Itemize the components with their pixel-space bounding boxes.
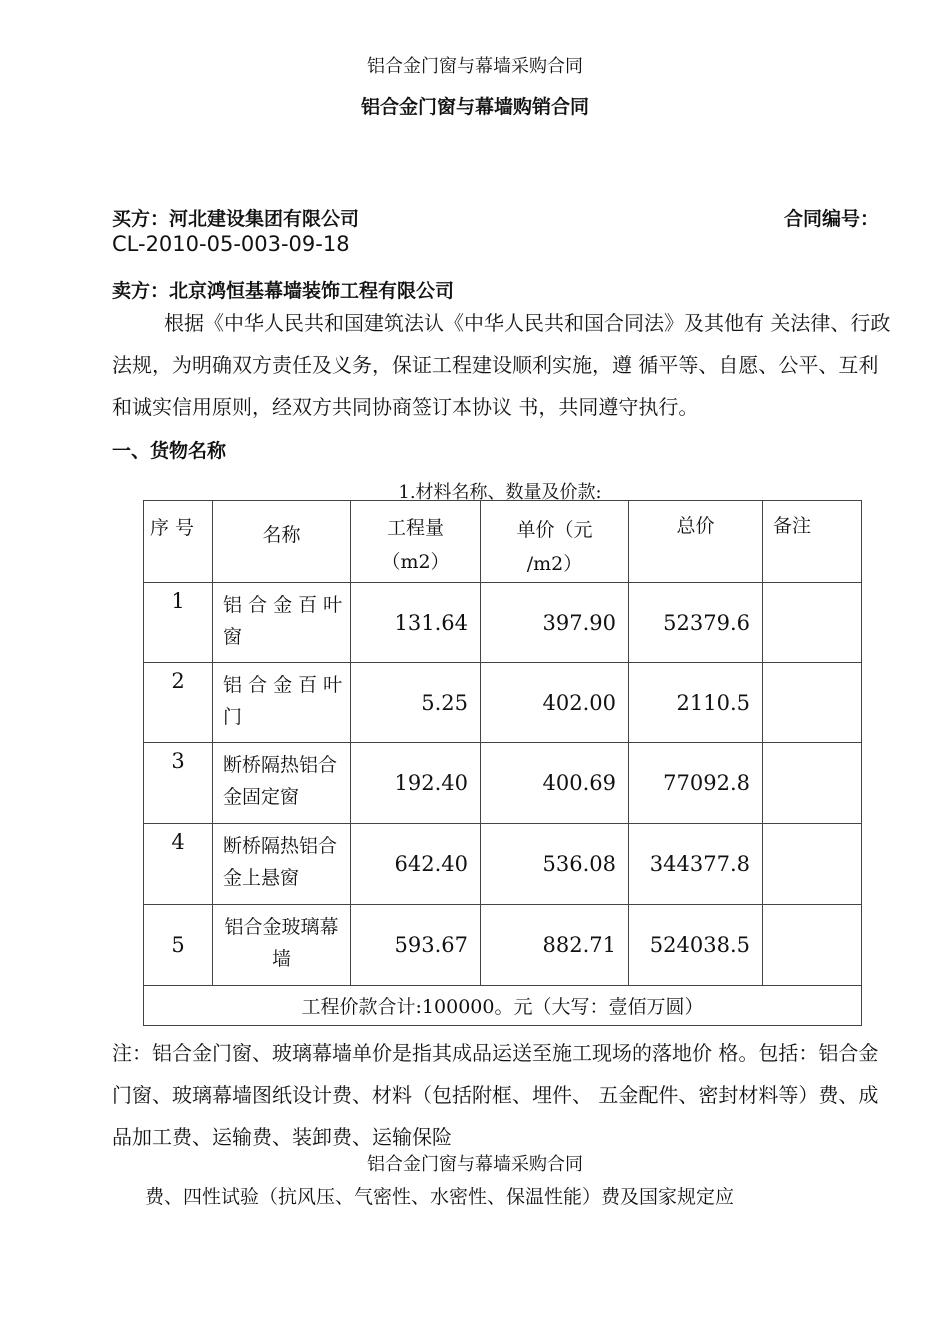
row-remark <box>763 905 862 986</box>
row-seq: 2 <box>144 663 213 743</box>
table-row <box>144 743 862 824</box>
contract-number-label: 合同编号： <box>784 208 880 230</box>
header-unit-price <box>481 501 629 583</box>
table-row <box>144 905 862 986</box>
table-header-row <box>144 501 862 583</box>
row-quantity: 131.64 <box>351 583 481 663</box>
row-total: 77092.8 <box>629 743 763 824</box>
header-unit-price-line2: /m2） <box>526 553 583 575</box>
row-seq: 1 <box>144 583 213 663</box>
row-remark <box>763 583 862 663</box>
section-heading: 一、货物名称 <box>112 440 227 462</box>
header-remark: 备注 <box>763 501 862 583</box>
intro-paragraph: 根据《中华人民共和国建筑法认《中华人民共和国合同法》及其他有 关法律、行政法规，为明确双方责任及义务，保证工程建设顺利实施，遵 循平等、自愿、公平、互利和诚实信用原则，经双方共同协商签订本协议 书，共同遵守执行。 <box>112 311 891 419</box>
row-unit-price: 400.69 <box>481 743 629 824</box>
row-total: 52379.6 <box>629 583 763 663</box>
header-quantity-line2: （m2） <box>381 551 450 573</box>
document-title: 铝合金门窗与幕墙购销合同 <box>360 96 589 118</box>
running-header: 铝合金门窗与幕墙采购合同 <box>367 56 583 77</box>
running-header-2: 铝合金门窗与幕墙采购合同 <box>367 1154 583 1175</box>
row-remark <box>763 824 862 905</box>
row-seq: 4 <box>144 824 213 905</box>
seller-line: 卖方：北京鸿恒基幕墙装饰工程有限公司 <box>112 280 455 302</box>
row-name: 断桥隔热铝合金上悬窗 <box>213 824 351 905</box>
header-quantity <box>351 501 481 583</box>
row-seq: 5 <box>144 905 213 986</box>
row-remark <box>763 663 862 743</box>
table-row <box>144 663 862 743</box>
table-caption: 1.材料名称、数量及价款: <box>398 482 602 503</box>
header-seq: 序 号 <box>144 501 213 583</box>
header-name: 名称 <box>213 501 351 583</box>
note-paragraph: 注：铝合金门窗、玻璃幕墙单价是指其成品运送至施工现场的落地价 格。包括：铝合金门窗、玻璃幕墙图纸设计费、材料（包括附框、埋件、 五金配件、密封材料等）费、成品加工费、运输费、装卸费、运输保险 <box>112 1041 879 1149</box>
row-unit-price: 536.08 <box>481 824 629 905</box>
header-total: 总价 <box>629 501 763 583</box>
row-name: 断桥隔热铝合金固定窗 <box>213 743 351 824</box>
row-name: 铝合金玻璃幕墙 <box>213 905 351 986</box>
row-quantity: 192.40 <box>351 743 481 824</box>
row-remark <box>763 743 862 824</box>
row-quantity: 642.40 <box>351 824 481 905</box>
row-quantity: 593.67 <box>351 905 481 986</box>
table-row <box>144 583 862 663</box>
table-row <box>144 824 862 905</box>
row-unit-price: 397.90 <box>481 583 629 663</box>
row-name: 铝 合 金 百 叶 门 <box>213 663 351 743</box>
row-name: 铝 合 金 百 叶 窗 <box>213 583 351 663</box>
materials-table <box>143 500 862 1026</box>
row-seq: 3 <box>144 743 213 824</box>
row-unit-price: 882.71 <box>481 905 629 986</box>
row-quantity: 5.25 <box>351 663 481 743</box>
buyer-line: 买方：河北建设集团有限公司 <box>112 208 360 230</box>
continuation-text: 费、四性试验（抗风压、气密性、水密性、保温性能）费及国家规定应 <box>145 1186 735 1208</box>
header-quantity-line1: 工程量 <box>386 517 444 539</box>
row-unit-price: 402.00 <box>481 663 629 743</box>
row-total: 524038.5 <box>629 905 763 986</box>
header-unit-price-line1: 单价（元 <box>516 519 593 541</box>
table-total-summary: 工程价款合计:100000。元（大写：壹佰万圆） <box>144 986 862 1026</box>
contract-number: CL-2010-05-003-09-18 <box>112 232 350 256</box>
table-footer-row <box>144 986 862 1026</box>
row-total: 344377.8 <box>629 824 763 905</box>
row-total: 2110.5 <box>629 663 763 743</box>
